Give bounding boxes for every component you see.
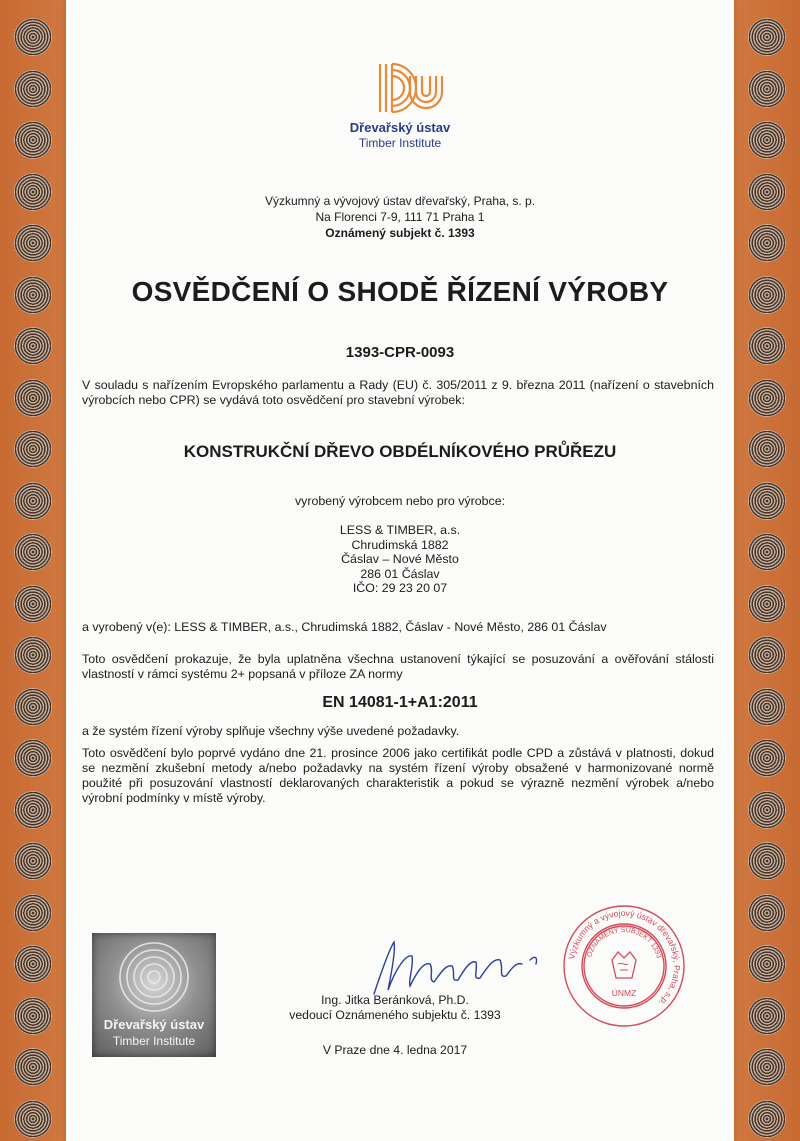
hologram-name-cz: Dřevařský ústav xyxy=(103,1017,205,1032)
border-ring-ornament xyxy=(748,1048,786,1086)
signer-block xyxy=(260,993,530,1023)
plant-paragraph: a vyrobený v(e): LESS & TIMBER, a.s., Chrudimská 1882, Čáslav - Nové Město, 286 01 Čáslav xyxy=(82,620,607,634)
border-ring-ornament xyxy=(748,224,786,262)
svg-text:ÚNMZ: ÚNMZ xyxy=(611,988,637,998)
border-ring-ornament xyxy=(14,276,52,314)
border-ring-ornament xyxy=(14,636,52,674)
border-ring-ornament xyxy=(748,173,786,211)
border-ring-ornament xyxy=(748,533,786,571)
compliance-paragraph: a že systém řízení výroby splňuje všechny výše uvedené požadavky. xyxy=(82,724,460,738)
signer-role: vedoucí Oznámeného subjektu č. 1393 xyxy=(289,1008,501,1022)
issuer-address: Na Florenci 7-9, 111 71 Praha 1 xyxy=(315,210,485,224)
validity-paragraph: Toto osvědčení bylo poprvé vydáno dne 21. prosince 2006 jako certifikát podle CPD a zůstává v platnosti, dokud se nezmění zkušební metody a/nebo požadavky na systém řízení výroby obsažené v harmonizované normě použité při posuzování vlastností deklarovaných charakteristik a pokud se výrazně nezmění výrobek a/nebo výrobní podmínky v místě výroby. xyxy=(82,746,714,805)
border-ring-ornament xyxy=(748,379,786,417)
border-ring-ornament xyxy=(14,121,52,159)
border-ring-ornament xyxy=(748,791,786,829)
border-ring-ornament xyxy=(748,121,786,159)
hologram-seal xyxy=(92,933,216,1057)
border-ring-ornament xyxy=(748,688,786,726)
proof-paragraph: Toto osvědčení prokazuje, že byla uplatněna všechna ustanovení týkající se posuzování a ověřování stálosti vlastností v rámci systému 2+ popsaná v příloze ZA normy xyxy=(82,652,714,681)
border-ring-ornament xyxy=(748,430,786,468)
manufacturer-intro: vyrobený výrobcem nebo pro výrobce: xyxy=(294,494,506,508)
svg-text:Výzkumný a vývojový ústav dřev: Výzkumný a vývojový ústav dřevařský, Praha, s.p. xyxy=(566,907,683,1009)
border-ring-ornament xyxy=(14,997,52,1035)
manufacturer-street: Chrudimská 1882 xyxy=(351,537,449,552)
official-stamp xyxy=(560,902,688,1030)
issuer-name: Výzkumný a vývojový ústav dřevařský, Praha, s. p. xyxy=(264,194,536,208)
border-ring-ornament xyxy=(14,688,52,726)
border-ring-ornament xyxy=(748,276,786,314)
border-ring-ornament xyxy=(14,533,52,571)
border-ring-ornament xyxy=(748,739,786,777)
border-ring-ornament xyxy=(748,997,786,1035)
border-ring-ornament xyxy=(748,585,786,623)
border-ring-ornament xyxy=(14,482,52,520)
left-border-ornament xyxy=(0,0,66,1141)
logo-name-cz: Dřevařský ústav xyxy=(349,120,451,135)
manufacturer-zip: 286 01 Čáslav xyxy=(360,566,440,581)
border-ring-ornament xyxy=(748,482,786,520)
border-ring-ornament xyxy=(14,18,52,56)
border-ring-ornament xyxy=(748,18,786,56)
intro-paragraph: V souladu s nařízením Evropského parlamentu a Rady (EU) č. 305/2011 z 9. března 2011 (nařízení o stavebních výrobcích nebo CPR) se vydává toto osvědčení pro stavební výrobek: xyxy=(82,378,714,407)
border-ring-ornament xyxy=(14,70,52,108)
hologram-logo-icon xyxy=(92,937,216,1017)
border-ring-ornament xyxy=(748,945,786,983)
hologram-name-en: Timber Institute xyxy=(112,1034,196,1048)
issuer-block xyxy=(66,193,734,241)
signer-name: Ing. Jitka Beránková, Ph.D. xyxy=(321,993,469,1007)
manufacturer-name: LESS & TIMBER, a.s. xyxy=(339,523,461,537)
border-ring-ornament xyxy=(14,379,52,417)
issue-date: V Praze dne 4. ledna 2017 xyxy=(322,1043,468,1057)
border-ring-ornament xyxy=(14,791,52,829)
border-ring-ornament xyxy=(748,842,786,880)
institute-logo xyxy=(340,56,460,150)
border-ring-ornament xyxy=(14,173,52,211)
border-ring-ornament xyxy=(14,739,52,777)
border-ring-ornament xyxy=(14,1100,52,1138)
border-ring-ornament xyxy=(748,894,786,932)
manufacturer-ico: IČO: 29 23 20 07 xyxy=(352,581,448,596)
page-title: OSVĚDČENÍ O SHODĚ ŘÍZENÍ VÝROBY xyxy=(131,276,669,307)
certificate-number: 1393-CPR-0093 xyxy=(345,344,455,361)
border-ring-ornament xyxy=(14,430,52,468)
logo-name-en: Timber Institute xyxy=(358,136,442,150)
handwritten-signature xyxy=(360,930,570,1002)
border-ring-ornament xyxy=(14,224,52,262)
border-ring-ornament xyxy=(748,636,786,674)
svg-text:OZNÁMENÝ SUBJEKT 1393: OZNÁMENÝ SUBJEKT 1393 xyxy=(586,926,663,960)
border-ring-ornament xyxy=(14,1048,52,1086)
border-ring-ornament xyxy=(748,327,786,365)
border-ring-ornament xyxy=(748,70,786,108)
border-ring-ornament xyxy=(748,1100,786,1138)
manufacturer-address xyxy=(66,523,734,596)
right-border-ornament xyxy=(734,0,800,1141)
border-ring-ornament xyxy=(14,945,52,983)
norm-reference: EN 14081-1+A1:2011 xyxy=(322,694,478,711)
manufacturer-city: Čáslav – Nové Město xyxy=(341,552,459,567)
notified-body: Oznámený subjekt č. 1393 xyxy=(325,226,475,240)
product-name: KONSTRUKČNÍ DŘEVO OBDÉLNÍKOVÉHO PRŮŘEZU xyxy=(183,442,617,461)
border-ring-ornament xyxy=(14,894,52,932)
border-ring-ornament xyxy=(14,327,52,365)
border-ring-ornament xyxy=(14,585,52,623)
institute-logo-icon xyxy=(352,56,448,118)
border-ring-ornament xyxy=(14,842,52,880)
